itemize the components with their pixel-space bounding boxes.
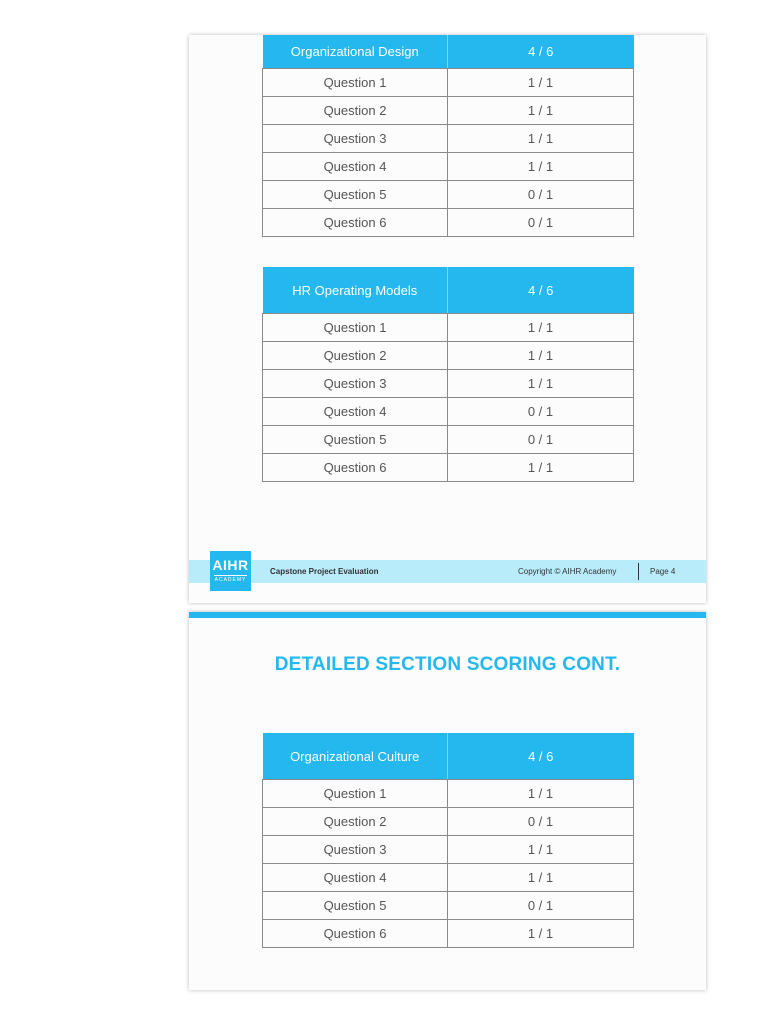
score-cell: 1 / 1 xyxy=(448,342,634,370)
table-row xyxy=(263,209,634,237)
table-row xyxy=(263,69,634,97)
question-cell: Question 5 xyxy=(263,181,448,209)
document-page-5 xyxy=(189,612,706,990)
question-cell: Question 3 xyxy=(263,836,448,864)
score-cell: 1 / 1 xyxy=(448,780,634,808)
section-score-header: 4 / 6 xyxy=(448,35,634,69)
question-cell: Question 5 xyxy=(263,892,448,920)
footer-divider xyxy=(638,563,639,580)
score-cell: 1 / 1 xyxy=(448,370,634,398)
question-cell: Question 6 xyxy=(263,454,448,482)
document-page-4 xyxy=(189,35,706,603)
logo-wordmark: AIHR xyxy=(212,557,249,573)
score-cell: 1 / 1 xyxy=(448,920,634,948)
table-row xyxy=(263,892,634,920)
footer-page-number: Page 4 xyxy=(650,567,676,576)
table-row xyxy=(263,920,634,948)
logo-rule xyxy=(214,575,247,576)
section-score-header: 4 / 6 xyxy=(448,733,634,780)
table-row xyxy=(263,454,634,482)
score-cell: 0 / 1 xyxy=(448,808,634,836)
table-row xyxy=(263,125,634,153)
score-cell: 1 / 1 xyxy=(448,125,634,153)
aihr-academy-logo xyxy=(210,551,251,591)
section-name-header: HR Operating Models xyxy=(263,267,448,314)
question-cell: Question 3 xyxy=(263,370,448,398)
score-cell: 1 / 1 xyxy=(448,314,634,342)
question-cell: Question 4 xyxy=(263,864,448,892)
page-footer xyxy=(189,560,706,583)
section-heading: DETAILED SECTION SCORING CONT. xyxy=(274,654,621,675)
score-cell: 0 / 1 xyxy=(448,892,634,920)
question-cell: Question 2 xyxy=(263,342,448,370)
table-row xyxy=(263,97,634,125)
table-row xyxy=(263,836,634,864)
score-cell: 1 / 1 xyxy=(448,454,634,482)
score-cell: 1 / 1 xyxy=(448,836,634,864)
footer-document-title: Capstone Project Evaluation xyxy=(270,567,379,576)
table-row xyxy=(263,342,634,370)
section-score-header: 4 / 6 xyxy=(448,267,634,314)
score-cell: 0 / 1 xyxy=(448,209,634,237)
score-cell: 0 / 1 xyxy=(448,426,634,454)
table-header-row xyxy=(263,733,634,780)
footer-copyright: Copyright © AIHR Academy xyxy=(518,567,617,576)
question-cell: Question 6 xyxy=(263,209,448,237)
table-header-row xyxy=(263,267,634,314)
question-cell: Question 1 xyxy=(263,314,448,342)
question-cell: Question 5 xyxy=(263,426,448,454)
score-cell: 1 / 1 xyxy=(448,97,634,125)
score-cell: 1 / 1 xyxy=(448,864,634,892)
question-cell: Question 2 xyxy=(263,97,448,125)
section-name-header: Organizational Culture xyxy=(263,733,448,780)
table-row xyxy=(263,181,634,209)
table-row xyxy=(263,398,634,426)
question-cell: Question 1 xyxy=(263,780,448,808)
score-cell: 0 / 1 xyxy=(448,398,634,426)
table-row xyxy=(263,780,634,808)
logo-subtext: ACADEMY xyxy=(214,577,247,583)
score-cell: 1 / 1 xyxy=(448,153,634,181)
page-top-accent-bar xyxy=(189,612,706,618)
table-row xyxy=(263,864,634,892)
question-cell: Question 1 xyxy=(263,69,448,97)
table-row xyxy=(263,426,634,454)
score-cell: 1 / 1 xyxy=(448,69,634,97)
table-row xyxy=(263,314,634,342)
question-cell: Question 2 xyxy=(263,808,448,836)
table-row xyxy=(263,370,634,398)
question-cell: Question 3 xyxy=(263,125,448,153)
table-row xyxy=(263,808,634,836)
score-table-organizational-design xyxy=(262,35,634,237)
question-cell: Question 6 xyxy=(263,920,448,948)
score-table-organizational-culture xyxy=(262,733,634,948)
score-table-hr-operating-models xyxy=(262,267,634,482)
question-cell: Question 4 xyxy=(263,398,448,426)
question-cell: Question 4 xyxy=(263,153,448,181)
table-row xyxy=(263,153,634,181)
section-name-header: Organizational Design xyxy=(263,35,448,69)
table-header-row xyxy=(263,35,634,69)
score-cell: 0 / 1 xyxy=(448,181,634,209)
